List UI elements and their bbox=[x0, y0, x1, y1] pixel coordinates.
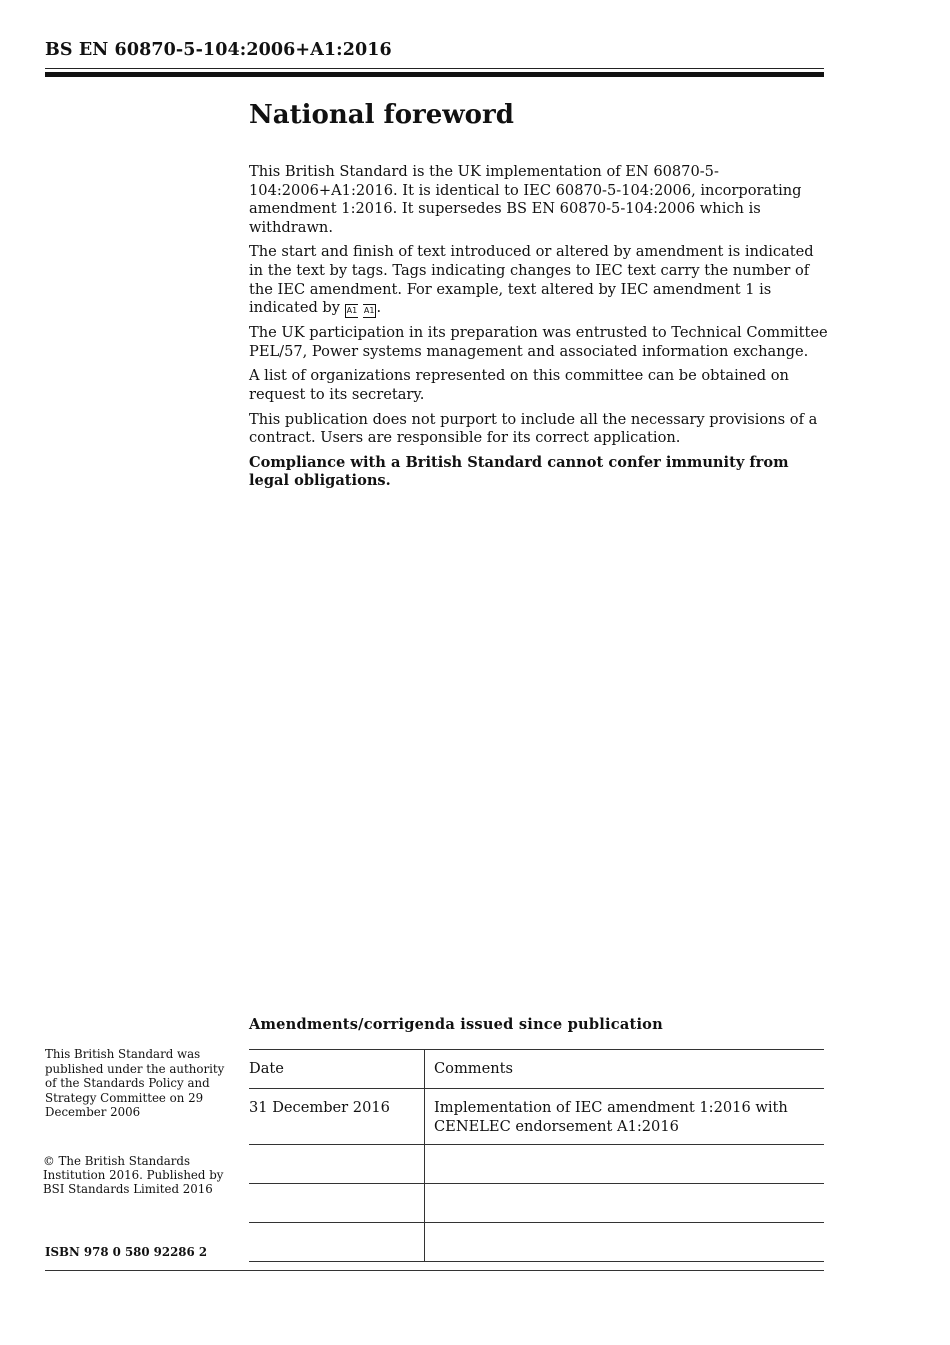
paragraph-compliance: Compliance with a British Standard cannot confer immunity from legal obligations. bbox=[249, 453, 789, 490]
amendments-table bbox=[249, 1049, 824, 1262]
paragraph-organizations: A list of organizations represented on this committee can be obtained on request to its secretary. bbox=[249, 367, 789, 403]
page-title: National foreword bbox=[249, 100, 514, 130]
amendment-open-tag-icon: A1 bbox=[345, 304, 359, 318]
table-row-empty bbox=[249, 1145, 824, 1184]
amendments-title: Amendments/corrigenda issued since publication bbox=[249, 1016, 663, 1033]
table-row-empty bbox=[249, 1223, 824, 1262]
paragraph-implementation: This British Standard is the UK implementation of EN 60870-5-104:2006+A1:2016. It is identical to IEC 60870-5-104:2006, incorporating amendment 1:2016. It supersedes BS EN 60870-5-104:2006 which is withdrawn. bbox=[249, 163, 802, 236]
publication-note: This British Standard was published under the authority of the Standards Policy and Strategy Committee on 29 December 2006 bbox=[45, 1047, 225, 1120]
table-row-empty bbox=[249, 1184, 824, 1223]
paragraph-tags-period: . bbox=[376, 299, 382, 317]
paragraph-tags bbox=[249, 243, 829, 318]
amendment-date: 31 December 2016 bbox=[249, 1089, 425, 1145]
paragraph-provisions: This publication does not purport to include all the necessary provisions of a contract. Users are responsible for its correct application. bbox=[249, 410, 818, 447]
header-rule-thick bbox=[45, 72, 824, 77]
isbn: ISBN 978 0 580 92286 2 bbox=[45, 1245, 208, 1259]
document-id: BS EN 60870-5-104:2006+A1:2016 bbox=[45, 40, 392, 60]
copyright-note: © The British Standards Institution 2016. Published by BSI Standards Limited 2016 bbox=[43, 1154, 224, 1197]
paragraph-tags-text: The start and finish of text introduced or altered by amendment is indicated in the text by tags. Tags indicating changes to IEC text carry the number of the IEC amendment. For example, text altered by IEC amendment 1 is indicated by bbox=[249, 243, 814, 317]
paragraph-committee: The UK participation in its preparation was entrusted to Technical Committee PEL/57, Power systems management and associated information exchange. bbox=[249, 324, 828, 360]
table-row bbox=[249, 1089, 824, 1145]
header-rule-thin bbox=[45, 68, 824, 69]
amendment-close-tag-icon: A1 bbox=[363, 304, 377, 318]
table-header-row bbox=[249, 1050, 824, 1089]
column-header-date: Date bbox=[249, 1050, 425, 1089]
column-header-comments: Comments bbox=[425, 1050, 825, 1089]
footer-rule bbox=[45, 1270, 824, 1271]
amendment-comment: Implementation of IEC amendment 1:2016 with CENELEC endorsement A1:2016 bbox=[425, 1089, 825, 1145]
foreword-body bbox=[249, 163, 829, 497]
